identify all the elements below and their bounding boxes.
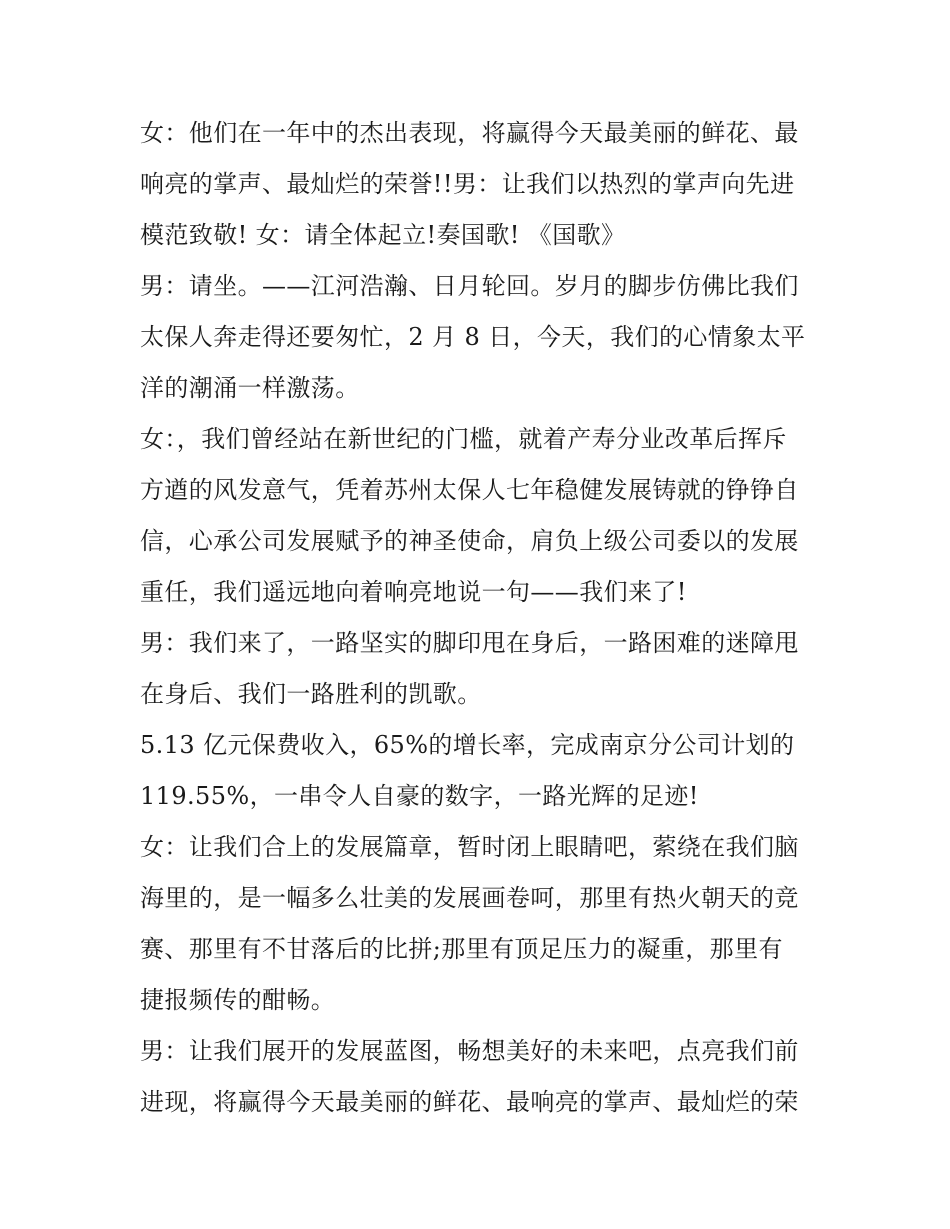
text-line: 男：让我们展开的发展蓝图，畅想美好的未来吧，点亮我们前	[140, 1037, 799, 1065]
text-line: 响亮的掌声、最灿烂的荣誉!!男：让我们以热烈的掌声向先进	[140, 170, 795, 198]
text-line: 捷报频传的酣畅。	[140, 986, 336, 1014]
text-line: 在身后、我们一路胜利的凯歌。	[140, 680, 482, 708]
text-line: 女：他们在一年中的杰出表现，将赢得今天最美丽的鲜花、最	[140, 119, 799, 147]
text-line: 男：我们来了，一路坚实的脚印甩在身后，一路困难的迷障甩	[140, 629, 799, 657]
text-line: 赛、那里有不甘落后的比拼;那里有顶足压力的凝重，那里有	[140, 935, 783, 963]
text-line: 进现，将赢得今天最美丽的鲜花、最响亮的掌声、最灿烂的荣	[140, 1088, 799, 1116]
text-line: 信，心承公司发展赋予的神圣使命，肩负上级公司委以的发展	[140, 527, 799, 555]
text-line: 男：请坐。——江河浩瀚、日月轮回。岁月的脚步仿佛比我们	[140, 272, 799, 300]
text-line: 太保人奔走得还要匆忙，2 月 8 日，今天，我们的心情象太平	[140, 323, 806, 351]
text-line: 洋的潮涌一样激荡。	[140, 374, 360, 402]
text-line: 海里的，是一幅多么壮美的发展画卷呵，那里有热火朝天的竞	[140, 884, 799, 912]
text-line: 模范致敬! 女：请全体起立!奏国歌! 《国歌》	[140, 221, 626, 249]
text-line: 5.13 亿元保费收入，65%的增长率，完成南京分公司计划的	[140, 731, 795, 759]
text-line: 方遒的风发意气，凭着苏州太保人七年稳健发展铸就的铮铮自	[140, 476, 799, 504]
text-line: 重任，我们遥远地向着响亮地说一句——我们来了!	[140, 578, 687, 606]
text-line: 女：，我们曾经站在新世纪的门槛，就着产寿分业改革后挥斥	[140, 425, 787, 453]
text-line: 119.55%，一串令人自豪的数字，一路光辉的足迹!	[140, 782, 699, 810]
text-line: 女：让我们合上的发展篇章，暂时闭上眼睛吧，萦绕在我们脑	[140, 833, 799, 861]
document-body	[140, 108, 820, 1128]
